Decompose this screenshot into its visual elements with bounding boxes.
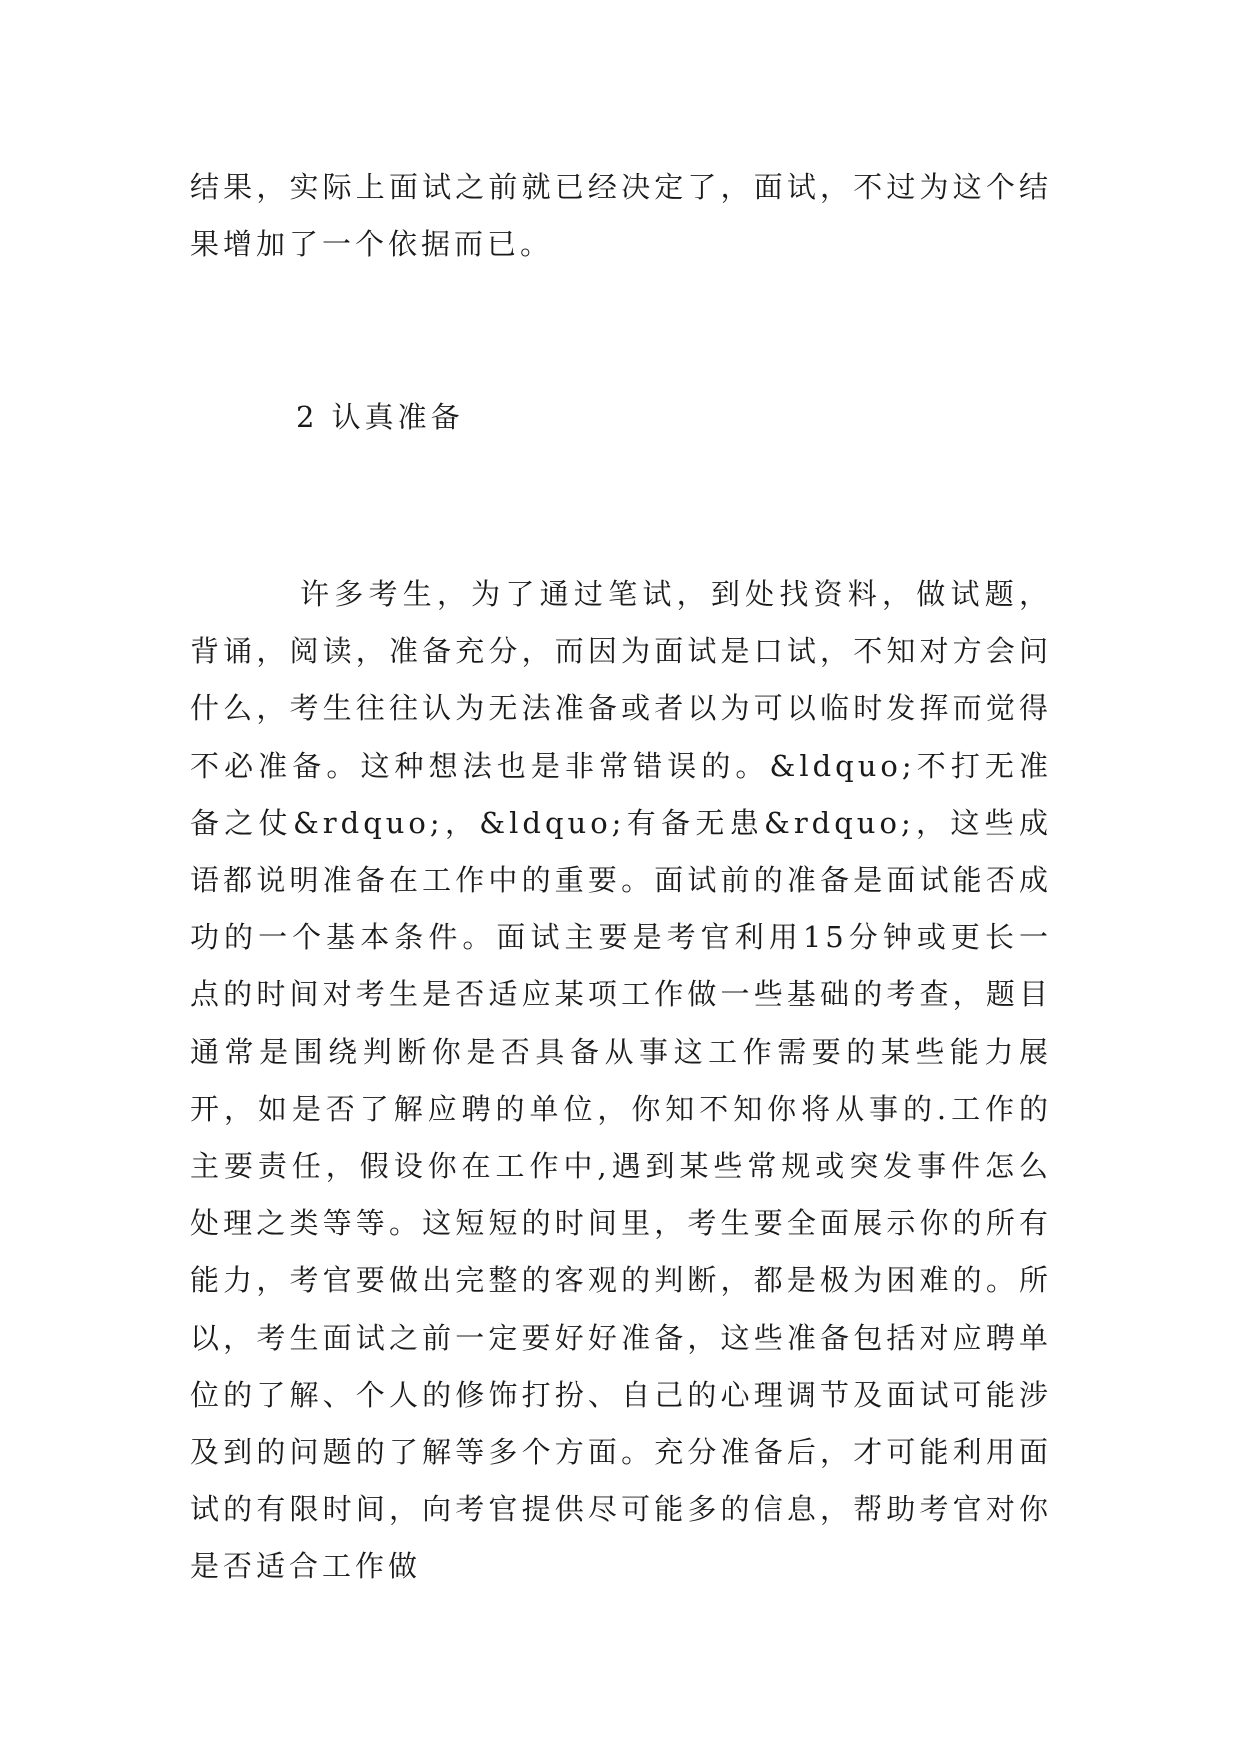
paragraph-preparation: 许多考生，为了通过笔试，到处找资料，做试题，背诵，阅读，准备充分，而因为面试是口试，不知对方会问什么，考生往往认为无法准备或者以为可以临时发挥而觉得不必准备。这种想法也是非常错误的。&ldquo;不打无准备之仗&rdquo;，&ldquo;有备无患&rdquo;，这些成语都说明准备在工作中的重要。面试前的准备是面试能否成功的一个基本条件。面试主要是考官利用15分钟或更长一点的时间对考生是否适应某项工作做一些基础的考查，题目通常是围绕判断你是否具备从事这工作需要的某些能力展开，如是否了解应聘的单位，你知不知你将从事的.工作的主要责任，假设你在工作中,遇到某些常规或突发事件怎么处理之类等等。这短短的时间里，考生要全面展示你的所有能力，考官要做出完整的客观的判断，都是极为困难的。所以，考生面试之前一定要好好准备，这些准备包括对应聘单位的了解、个人的修饰打扮、自己的心理调节及面试可能涉及到的问题的了解等多个方面。充分准备后，才可能利用面试的有限时间，向考官提供尽可能多的信息，帮助考官对你是否适合工作做 <box>190 577 1052 1584</box>
paragraph-continued: 结果，实际上面试之前就已经决定了，面试，不过为这个结果增加了一个依据而已。 <box>190 170 1052 262</box>
section-heading: 2 认真准备 <box>296 400 464 434</box>
